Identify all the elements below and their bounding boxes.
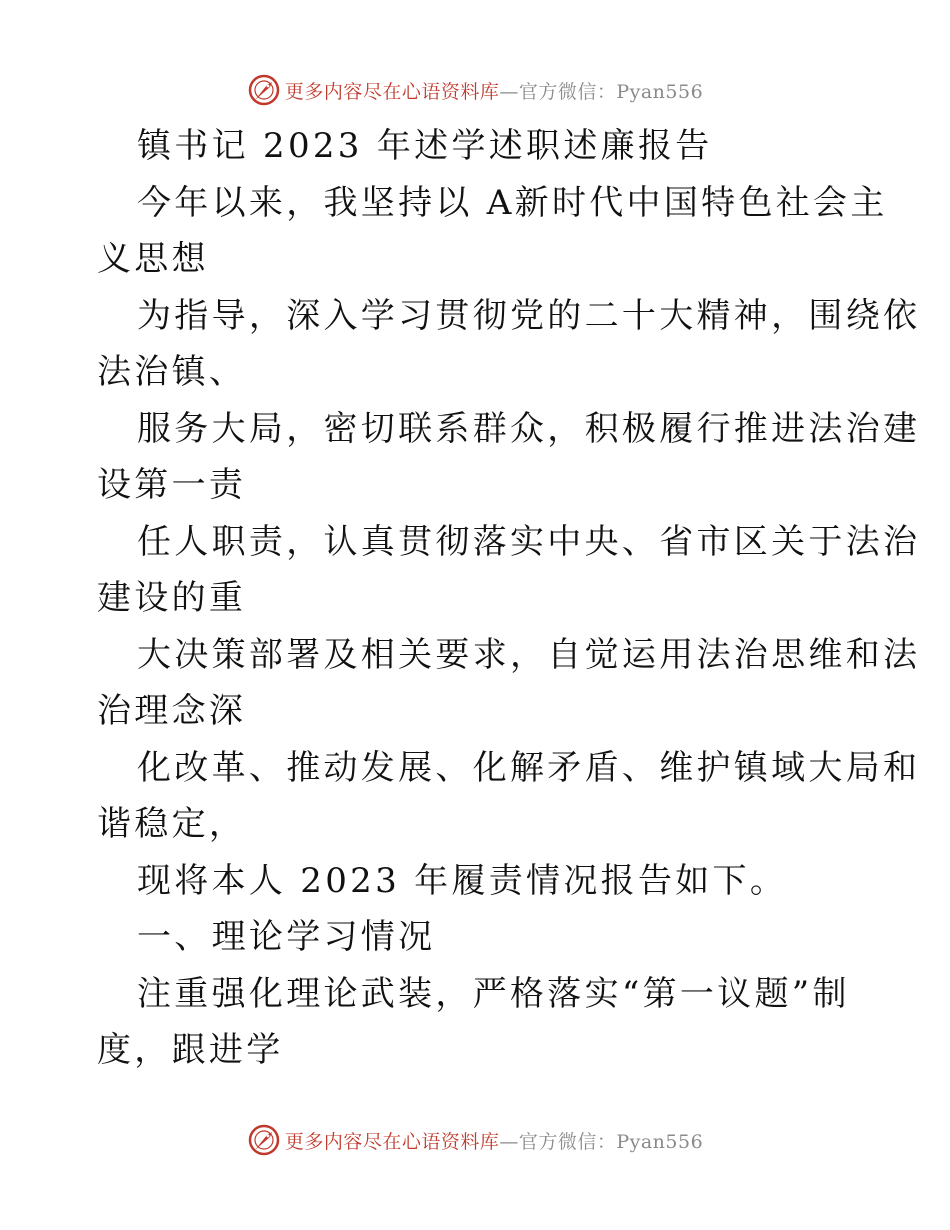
separator: — [499, 80, 519, 103]
brand-text: 更多内容尽在心语资料库 [284, 80, 500, 103]
pen-nib-logo-icon [247, 73, 281, 107]
paragraph-line: 法治镇、 [97, 352, 247, 392]
paragraph-line: 设第一责 [97, 465, 247, 505]
brand-text: 更多内容尽在心语资料库 [284, 1130, 500, 1153]
pen-nib-logo-icon [247, 1123, 281, 1157]
paragraph-line: 化改革、推动发展、化解矛盾、维护镇域大局和 [137, 747, 921, 788]
document-body [97, 118, 921, 1079]
paragraph-line: 任人职责，认真贯彻落实中央、省市区关于法治 [137, 521, 921, 562]
paragraph-line: 今年以来，我坚持以 A新时代中国特色社会主 [137, 182, 888, 223]
paragraph-line: 为指导，深入学习贯彻党的二十大精神，围绕依 [137, 295, 921, 336]
contact-text: 官方微信：Pyan556 [518, 1130, 704, 1153]
watermark-header [0, 70, 950, 110]
watermark-text [285, 77, 703, 104]
paragraph-line: 服务大局，密切联系群众，积极履行推进法治建 [137, 408, 921, 449]
paragraph-line: 度，跟进学 [97, 1030, 284, 1070]
document-title: 镇书记 2023 年述学述职述廉报告 [137, 126, 713, 166]
paragraph-line: 注重强化理论武装，严格落实“第一议题”制 [137, 973, 850, 1014]
paragraph-line: 建设的重 [97, 578, 247, 618]
paragraph-line: 谐稳定， [97, 804, 247, 844]
section-heading: 一、理论学习情况 [137, 917, 436, 957]
paragraph-line: 治理念深 [97, 691, 247, 731]
paragraph-line: 现将本人 2023 年履责情况报告如下。 [137, 860, 788, 901]
contact-text: 官方微信：Pyan556 [518, 80, 704, 103]
paragraph-line: 大决策部署及相关要求，自觉运用法治思维和法 [137, 634, 921, 675]
watermark-text [285, 1127, 703, 1154]
separator: — [499, 1130, 519, 1153]
watermark-footer [0, 1120, 950, 1160]
paragraph-line: 义思想 [97, 239, 209, 279]
